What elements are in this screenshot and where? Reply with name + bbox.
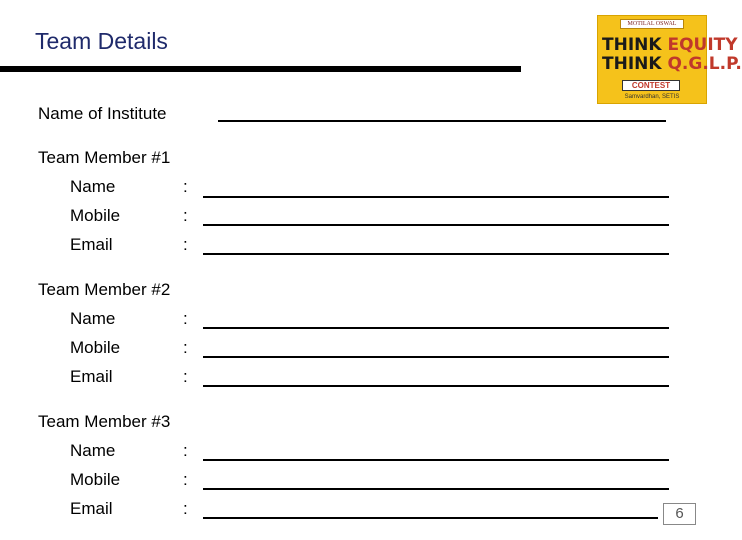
member-1-name-line[interactable] — [203, 196, 669, 198]
member-2-name-label: Name — [70, 309, 116, 328]
colon: : — [183, 499, 188, 518]
institute-input-line[interactable] — [218, 120, 666, 122]
member-2-name-line[interactable] — [203, 327, 669, 329]
member-1-email-line[interactable] — [203, 253, 669, 255]
member-3-mobile-label: Mobile — [70, 470, 121, 489]
member-1-heading: Team Member #1 — [38, 148, 171, 167]
colon: : — [183, 367, 188, 386]
colon: : — [183, 470, 188, 489]
member-1-mobile-label: Mobile — [70, 206, 121, 225]
page-number: 6 — [663, 503, 696, 525]
member-1-name-label: Name — [70, 177, 116, 196]
logo-line-2 — [602, 55, 742, 73]
member-2-email-label: Email — [70, 367, 113, 386]
title-underline-bar — [0, 66, 521, 72]
colon: : — [183, 177, 188, 196]
logo-line-2-a: THINK — [602, 54, 662, 74]
logo-subtitle: Samvardhan, SETIS — [624, 94, 680, 100]
member-3-email-label: Email — [70, 499, 113, 518]
member-1-email-label: Email — [70, 235, 113, 254]
colon: : — [183, 338, 188, 357]
colon: : — [183, 441, 188, 460]
logo-line-2-b: Q.G.L.P. — [667, 54, 742, 74]
member-1-mobile-line[interactable] — [203, 224, 669, 226]
member-3-name-label: Name — [70, 441, 116, 460]
colon: : — [183, 235, 188, 254]
logo-line-1-a: THINK — [602, 35, 662, 55]
page-title: Team Details — [35, 28, 168, 54]
contest-logo — [597, 15, 742, 104]
member-3-heading: Team Member #3 — [38, 412, 171, 431]
member-3-mobile-line[interactable] — [203, 488, 669, 490]
member-3-name-line[interactable] — [203, 459, 669, 461]
member-2-mobile-label: Mobile — [70, 338, 121, 357]
logo-contest-badge: CONTEST — [622, 80, 680, 91]
member-2-heading: Team Member #2 — [38, 280, 171, 299]
logo-line-1 — [602, 36, 738, 54]
member-2-mobile-line[interactable] — [203, 356, 669, 358]
member-2-email-line[interactable] — [203, 385, 669, 387]
logo-brand: MOTILAL OSWAL — [620, 19, 684, 29]
colon: : — [183, 206, 188, 225]
institute-label: Name of Institute — [38, 104, 167, 123]
colon: : — [183, 309, 188, 328]
member-3-email-line[interactable] — [203, 517, 658, 519]
logo-line-1-b: EQUITY — [667, 35, 738, 55]
